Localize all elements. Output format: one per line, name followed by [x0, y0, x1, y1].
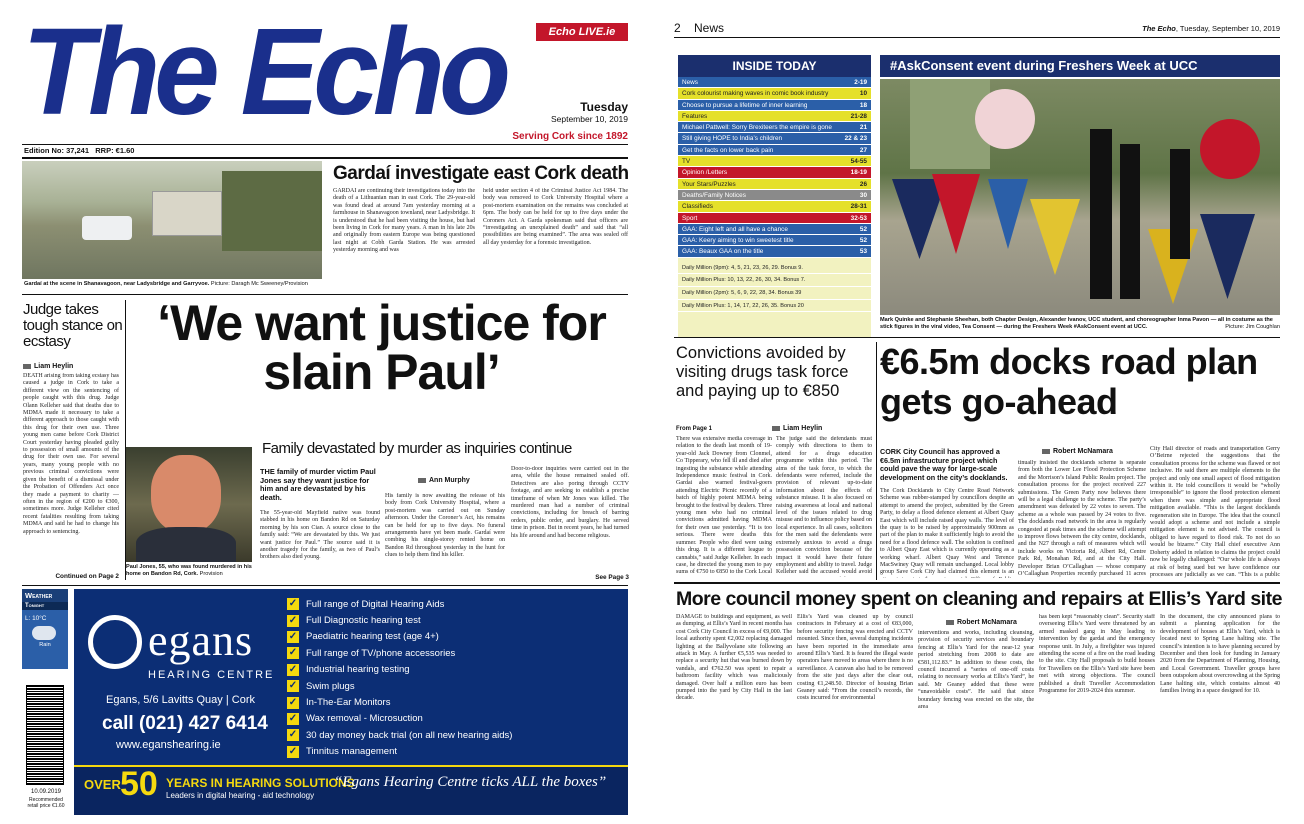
inside-row[interactable]: [678, 224, 871, 235]
egans-advert[interactable]: [74, 589, 628, 815]
ad-item: ✓ Full Diagnostic hearing test: [288, 614, 421, 627]
inside-row[interactable]: [678, 213, 871, 224]
ad-years: YEARS IN HEARING SOLUTIONS: [166, 776, 355, 790]
page-two: [652, 0, 1304, 824]
ad-over: OVER: [84, 777, 121, 792]
ad-item: ✓ 30 day money back trial (on all new hearing aids): [288, 729, 513, 741]
ad-item: ✓ Paediatric hearing test (age 4+): [288, 630, 439, 643]
check-icon: ✓: [288, 663, 298, 675]
docks-byline: Robert McNamara: [1042, 448, 1113, 455]
ellis-col-3: interventions and works, including cleansing, provision of security services and boundary fencing at Ellis’s Yard for the near-12 year period stretching from 2008 to date are €581,112.83.” In addition to these costs, the council incurred a “series of one-off costs relating to necessary works at Ellis’s Yard”, he said. Mr Geaney added that these were “unavoidable costs”. He said that since boundary fencing was erected on the site, the area: [918, 630, 1034, 711]
ellis-col-4: has been kept “reasonably clean”. Security staff overseeing Ellis’s Yard were threatened by an armed masked gang in May leading to intervention by the gardai and the emergency response unit. In July, a firefighter was injured attending the scene of a fire on the road leading to the site. City Hall proposals to build houses for Travellers on the Ellis’s Yard site have been met with strong objections. The council published a draft Traveller Accommodation Programme for 2019-2024 this summer.: [1039, 614, 1155, 695]
lead-headline: Gardaí investigate east Cork death: [333, 163, 629, 184]
check-icon: ✓: [288, 712, 298, 724]
weather-box: [22, 589, 68, 669]
convictions-col-2: The judge said the defendants must comply with directions to them to attend for a drugs education programme within this period. The aims of the task force, to which the defendants were referred, include the provision of relevant up-to-date information about the effects of substance misuse. It is also focused on raising awareness at local and national level of the issues related to drug misuse and to influence policy based on local experience. In all cases, solicitors for the men said the defendants were extremely anxious to avoid a drugs possession conviction because of the impact it would have their future employment and ability to travel. Judge Kelleher said the accused would avoid: [776, 436, 872, 576]
inside-row[interactable]: [678, 246, 871, 257]
egans-logo: [88, 615, 142, 669]
inside-row[interactable]: [678, 156, 871, 167]
inside-row-title: GAA: Eight left and all have a chance: [682, 225, 788, 233]
edition-number: Edition No: 37,241 RRP: €1.60: [24, 146, 135, 155]
inside-row-title: Classifieds: [682, 203, 713, 211]
convictions-headline: Convictions avoided by visiting drugs task force and paying up to €850: [676, 344, 849, 400]
consent-banner: #AskConsent event during Freshers Week at UCC: [880, 55, 1280, 77]
egans-sub: HEARING CENTRE: [148, 669, 275, 681]
masthead: The Echo: [22, 2, 506, 142]
ellis-col-2: Ellis’s Yard was cleaned up by council contractors in February at a cost of €83,000, before security fencing was erected and CCTV mounted. Since then, several dumping incidents have been reported in the immediate area around Ellis’s Yard. It is feared the illegal waste operators have moved to areas where there is no surveillance. A caravan also had to be removed from the site just days after the clear out, costing €1,248.50. Director of housing Brian Geaney said: “From the council’s records, the costs incurred for environmental: [797, 614, 913, 702]
issue-day: Tuesday: [580, 100, 628, 114]
inside-row[interactable]: [678, 201, 871, 212]
main-byline: Ann Murphy: [418, 477, 470, 484]
main-subhead: Family devastated by murder as inquiries continue: [262, 440, 572, 457]
check-icon: ✓: [288, 630, 298, 642]
rain-icon: [32, 626, 56, 640]
inside-row[interactable]: [678, 167, 871, 178]
garda-scene-photo: [22, 161, 322, 279]
page-number: 2: [674, 21, 681, 35]
ad-item: ✓ Industrial hearing testing: [288, 663, 410, 676]
inside-row-page: 32-53: [850, 214, 867, 222]
ad-leaders: Leaders in digital hearing - aid technology: [166, 791, 315, 800]
ad-slogan: “Egans Hearing Centre ticks ALL the boxes”: [334, 774, 607, 790]
inside-row-page: 18: [859, 101, 867, 109]
inside-row[interactable]: [678, 190, 871, 201]
paul-photo-caption: Paul Jones, 55, who was found murdered in his home on Bandon Rd, Cork. Provision: [126, 564, 252, 577]
inside-row-title: Your Stars/Puzzles: [682, 180, 736, 188]
inside-row-page: 54-55: [850, 158, 867, 166]
issue-date: September 10, 2019: [550, 114, 628, 124]
section-name: News: [694, 21, 725, 35]
ad-item: ✓ Tinnitus management: [288, 745, 398, 758]
inside-row-title: Choose to pursue a lifetime of inner learning: [682, 101, 808, 109]
docks-intro: CORK City Council has approved a €6.5m infrastructure project which could pave the way for large-scale development on the city’s docklands.: [880, 447, 1008, 482]
inside-row[interactable]: [678, 111, 871, 122]
inside-row-title: Michael Pattwell: Sorry Brexiteers the empire is gone: [682, 124, 832, 132]
egans-website[interactable]: www.eganshearing.ie: [116, 739, 221, 751]
ad-item: ✓ Swim plugs: [288, 680, 355, 692]
ad-fifty: 50: [120, 765, 158, 803]
inside-row-page: 21: [859, 124, 867, 132]
convictions-byline: Liam Heylin: [772, 425, 822, 432]
check-icon: ✓: [288, 745, 298, 757]
egans-brand: egans: [148, 616, 254, 665]
main-col-1: The 55-year-old Mayfield native was found stabbed in his home on Bandon Rd on Saturday morning by his son Cian. A source close to the family said: “We are devastated by this. We just want justice for Paul.” The source said it is another tragedy for the family, as two of Paul’s brothers also died young.: [260, 510, 380, 561]
inside-row-page: 18-19: [850, 169, 867, 177]
inside-row-page: 2-19: [854, 79, 867, 86]
inside-row[interactable]: [678, 179, 871, 190]
inside-row-title: GAA: Keery aiming to win sweetest title: [682, 237, 794, 245]
ad-item: ✓ Full range of TV/phone accessories: [288, 647, 456, 659]
lotto-line: Daily Million Plus: 1, 14, 17, 22, 26, 35. Bonus 20: [678, 300, 871, 313]
ellis-col-1: DAMAGE to buildings and equipment, as well as dumping, at Ellis’s Yard in recent months has cost Cork City Council in excess of €9,000. The local authority spent €2,002 replacing damaged lighting at the Ballyvolane site following an attack in May. A further €5,535 was needed to replace a security hut that was burned down by vandals, and €762.50 was spent to repair a bathroom facility which was maliciously damaged. Over half a million euro has been pumped into the yard by City Hall in the last decade.: [676, 614, 792, 702]
inside-list: [678, 77, 871, 258]
folio: The Echo, Tuesday, September 10, 2019: [1142, 24, 1280, 33]
egans-address: Egans, 5/6 Lavitts Quay | Cork: [106, 694, 255, 706]
inside-row-title: Still giving HOPE to India’s children: [682, 135, 783, 143]
convictions-col-1: There was extensive media coverage in relation to the death last month of 19-year-old Jack Downey from Clonmel, Co Tipperary, who fell ill and died after ingesting the substance while attending Independence music festival in Cork. Gardai also warned festival-goers attending Electric Picnic recently of a batch of highly potent MDMA being brought to the festival by dealers. Three young men who had no criminal convictions admitted having MDMA for their own use yesterday. “It is too serious. There were deaths this summer. People who died were using this drug. It is a different league to cannabis,” said Judge Kelleher. In each case, he directed the young men to pay sums of €750 to €850 to the Cork Local: [676, 436, 772, 576]
photo-caption: Gardaí at the scene in Shanavagoon, near Ladysbridge and Garryvoe. Picture: Daragh Mc Sweeney/Provision: [24, 281, 308, 287]
from-page-1: From Page 1: [676, 426, 713, 432]
inside-row-page: 27: [859, 146, 867, 154]
weather-cond: Rain: [39, 642, 51, 648]
ad-item: ✓ Full range of Digital Hearing Aids: [288, 598, 445, 610]
main-col-2: His family is now awaiting the release of his body from Cork University Hospital, where a post-mortem was carried out on Sunday afternoon. Under the Coroner’s Act, his remains can be held for up to five days. No funeral arrangements have yet been made. Gardaí were combing his single-storey rented home on Bandon Rd throughout yesterday in the hunt for clues to help them find his killer.: [385, 493, 505, 559]
barcode-date: 10.09.2019: [30, 789, 62, 795]
weather-temp: L: 10°C: [25, 615, 47, 622]
check-icon: ✓: [288, 680, 298, 692]
inside-row-page: 28-31: [850, 203, 867, 211]
inside-row-title: TV: [682, 158, 691, 166]
inside-row[interactable]: [678, 133, 871, 144]
ad-item: ✓ Wax removal - Microsuction: [288, 712, 423, 725]
weather-sub: Tonight: [22, 602, 68, 610]
ellis-headline: More council money spent on cleaning and repairs at Ellis’s Yard site: [676, 588, 1282, 610]
inside-row[interactable]: [678, 122, 871, 133]
ad-item: ✓ In-The-Ear Monitors: [288, 696, 391, 709]
inside-row[interactable]: [678, 235, 871, 246]
ecstasy-continued: Continued on Page 2: [55, 573, 119, 580]
tagline: Serving Cork since 1892: [512, 131, 628, 142]
barcode-note: Recommended retail price €1.60: [27, 797, 65, 809]
docks-headline: €6.5m docks road plan gets go-ahead: [880, 341, 1258, 422]
inside-row-page: 22 & 23: [844, 135, 867, 143]
ecstasy-headline: Judge takes tough stance on ecstasy: [23, 301, 123, 350]
lotto-line: Daily Million (2pm): 5, 6, 9, 22, 28, 34. Bonus 39: [678, 287, 871, 300]
inside-row-title: Features: [682, 112, 708, 120]
egans-phone[interactable]: call (021) 427 6414: [102, 713, 268, 734]
inside-row-page: 52: [859, 225, 867, 233]
ecstasy-byline: Liam Heylin: [23, 363, 73, 370]
inside-row-page: 21-28: [850, 112, 867, 120]
inside-row-title: Get the facts on lower back pain: [682, 146, 774, 154]
main-col-3: Door-to-door inquiries were carried out in the area, while the house remained sealed off. Detectives are also poring through CCTV footage, and are seeking to establish a precise timeframe of when Mr Jones was killed. The murdered man had a number of criminal convictions, including for breach of barring orders, public order, and burglary. He served time in prison. But in recent years, he had turned his life around and had become religious.: [511, 466, 629, 539]
inside-row[interactable]: [678, 145, 871, 156]
lead-column-2: held under section 4 of the Criminal Justice Act 1984. The body was removed to Cork University Hospital where a post-mortem examination on the remains was concluded at 6pm. The body can be held for up to five days under the Coroners Act. A Garda spokesman said that officers are “investigating an unexplained death” and said that “all possibilities are being examined”. The area was sealed off all day yesterday for a forensic investigation.: [483, 188, 628, 246]
inside-row-page: 30: [859, 191, 867, 199]
docks-col-1: The Cork Docklands to City Centre Road Network Scheme was rubber-stamped by councillors despite an attempt to amend the project, submitted by the Green Party, to delay a flood defence element at Albert Quay East which will include raised quay walls. The level of the quay is to be raised by approximately 900mm as part of the plan to make it sufficiently high to avoid the need for a flood defence wall. The solution is confined to Albert Quay East which is currently operating as a working wharf. Albert Quay West and Terence MacSwiney Quay will remain unchanged. Local lobby group Save Cork City had claimed this element is an: [880, 488, 1014, 576]
check-icon: ✓: [288, 598, 298, 610]
inside-row[interactable]: [678, 77, 871, 88]
lotto-line: Daily Million (9pm): 4, 5, 21, 23, 26, 29. Bonus 9.: [678, 262, 871, 275]
inside-row[interactable]: [678, 88, 871, 99]
inside-row-page: 53: [859, 248, 867, 256]
consent-event-photo: [880, 79, 1280, 315]
inside-row-page: 52: [859, 237, 867, 245]
inside-row-title: Sport: [682, 214, 698, 222]
inside-title: INSIDE TODAY: [678, 55, 871, 77]
echolive-badge[interactable]: Echo LIVE.ie: [536, 23, 628, 41]
main-headline: ‘We want justice for slain Paul’: [157, 295, 606, 400]
check-icon: ✓: [288, 614, 298, 626]
inside-row[interactable]: [678, 100, 871, 111]
docks-col-3: City Hall director of roads and transportation Gerry O’Beirne rejected the suggestions that the consultation process for the scheme was flawed or not inclusive. He said there are multiple elements to the project and only one small aspect of flood mitigation within it. He told councillors it would be “wholly irresponsible” to ignore the flood protection element when there was simple and appropriate flood mitigation available. “This is the largest docklands regeneration site in Europe. The idea that the council would adopt a scheme and not include a simple mitigation element is not advised. The council is obliged to have regard to flood risk. To not do so would be bizarre.” City Hall chief executive Ann Doherty added in relation to claims the project could now be legally challenged: “Our whole life is always at risk of being sued but we have confidence our processes are judicially as we can. “This is a public: [1150, 446, 1280, 578]
inside-today: [678, 55, 871, 337]
ad-checklist: [287, 596, 627, 760]
ellis-col-5: In the document, the city announced plans to submit a planning application for the development of houses at Ellis’s Yard, which is located next to Spring Lane halting site. The council’s intention is to have planning secured by December and then look for funding in January 2020 from the Department of Planning, Housing, and Local Government. Traveller groups have been outspoken about overcrowding at the Spring Lane halting site, which contains almost 40 families living in a space designed for 10.: [1160, 614, 1280, 695]
inside-row-page: 10: [859, 90, 867, 98]
check-icon: ✓: [288, 696, 298, 708]
check-icon: ✓: [288, 647, 298, 659]
inside-row-title: Deaths/Family Notices: [682, 191, 746, 199]
weather-title: Weather: [22, 589, 68, 602]
inside-row-title: Opinion /Letters: [682, 169, 728, 177]
see-page-3: See Page 3: [595, 574, 629, 581]
lotto-line: Daily Million Plus: 10, 13, 22, 26, 30, 34. Bonus 7.: [678, 274, 871, 287]
check-icon: ✓: [288, 729, 298, 741]
main-intro: THE family of murder victim Paul Jones say they want justice for him and are devastated by his death.: [260, 467, 376, 502]
barcode: [26, 685, 64, 785]
ecstasy-body: DEATH arising from taking ecstasy has caused a judge in Cork to take a different view on the sentencing of people caught with this drug. Judge Olann Kelleher said that deaths due to MDMA made it necessary to take a different approach to those caught with this drug for their own use. Three young men came before Cork District Court yesterday having pleaded guilty to possession of small amounts of the drug for their own use. For several years, many young people with no previous criminal convictions were given the benefit of a dismissal under the Probation of Offenders Act once they made a payment to charity — often in the region of €200 to €300, sometimes more. Judge Kelleher cited recent fatalities resulting from taking MDMA and said he had to change his approach to sentencing.: [23, 373, 119, 535]
inside-row-title: Cork colourist making waves in comic book industry: [682, 90, 829, 98]
paul-jones-photo: [126, 447, 252, 562]
consent-caption: Mark Quinke and Stephanie Sheehan, both Chapter Design, Alexander Ivanov, UCC student, and choreographer Inma Pavon — all in costume as the stick figures in the viral video, Tea Consent — during the Freshers Week #AskConsent event at UCC. Picture: Jim Coughlan: [880, 317, 1280, 330]
lead-column-1: GARDAÍ are continuing their investigations today into the death of a Lithuanian man in east Cork. The 29-year-old was found dead at around 7am yesterday morning at a farmhouse in Shanavagoon townland, near Ladysbridge. It is understood that he had been visiting the house, but had been living in Cork for many years. A man in his late 20s and originally from eastern Europe was being questioned last night at Cobh Garda Station. He was arrested yesterday morning and was: [333, 188, 475, 254]
inside-row-title: GAA: Beaux GAA on the title: [682, 248, 764, 256]
docks-col-2: tinually insisted the docklands scheme is separate from both the Lower Lee Flood Protection Scheme and the Morrison’s Island Public Realm project. The consultation process for the project received 227 submissions. The Green Party now believes there will be a legal challenge to the scheme. The party’s amendment was defeated by 22 votes to seven. The scheme as a whole was passed by 24 votes to five. The docklands road network in the area is regularly congested at peak times and the scheme will attempt to improve flows between the city centre, docklands, and the N27 through a raft of measures which will include works on Victoria Rd, Albert Rd, Centre Park Rd, Monahan Rd, and at the City Hall. Developer Brian O’Callaghan — whose company O’Callaghan Properties recently purchased 11 acres: [1018, 460, 1146, 578]
ellis-byline: Robert McNamara: [946, 619, 1017, 626]
inside-row-page: 26: [859, 180, 867, 188]
inside-row-title: News: [682, 79, 698, 86]
